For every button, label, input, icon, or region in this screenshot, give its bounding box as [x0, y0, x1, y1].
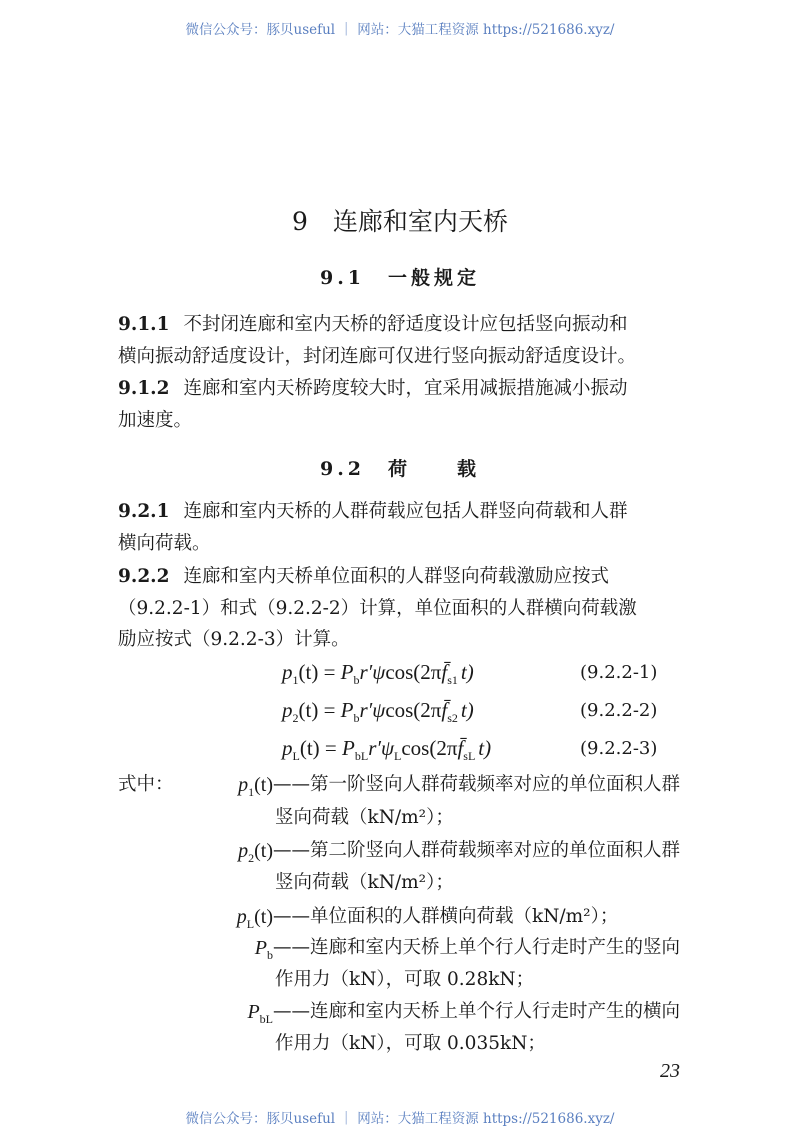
definition-text: 竖向荷载（kN/m²）； [275, 872, 454, 893]
clause-text: （9.2.2-1）和式（9.2.2-2）计算，单位面积的人群横向荷载激 [118, 598, 637, 619]
definition-text: ——单位面积的人群横向荷载（kN/m²）； [273, 906, 619, 927]
clause-number: 9.2.1 [118, 501, 170, 522]
definition-symbol [255, 936, 273, 967]
symbol-subscript: bL [259, 1012, 273, 1026]
symbol: P [247, 1001, 260, 1023]
formula-r-psi: r′ψ [359, 698, 386, 722]
definition-symbol [238, 773, 273, 804]
formula-f-symbol: f̄ [441, 660, 448, 684]
text-line [118, 409, 192, 433]
clause-text: 不封闭连廊和室内天桥的舒适度设计应包括竖向振动和 [183, 314, 628, 335]
chapter-title: 9 连廊和室内天桥 [292, 207, 508, 236]
definition-symbol [237, 905, 273, 936]
symbol: p [236, 906, 247, 928]
formula-number: (9.2.2-1) [580, 662, 658, 683]
clause-number: 9.2.2 [118, 566, 170, 587]
formula-P-symbol: P [342, 736, 355, 760]
definition-text: ——连廊和室内天桥上单个行人行走时产生的横向 [273, 1001, 681, 1022]
clause-text: 横向荷载。 [118, 533, 211, 554]
symbol-subscript: L [246, 917, 255, 931]
where-label: 式中： [118, 774, 174, 795]
formula-lhs-subscript: L [292, 749, 300, 764]
formula-P-symbol: P [340, 660, 354, 684]
clause-text: 连廊和室内天桥跨度较大时，宜采用减振措施减小振动 [183, 378, 628, 399]
formula-cos: cos(2π [401, 736, 458, 760]
formula [282, 698, 474, 726]
formula-arg: (t) = [298, 698, 341, 722]
watermark-bottom: 微信公众号：豚贝useful ｜ 网站：大猫工程资源 https://521686.xyz/ [185, 1111, 615, 1127]
definition-symbol [238, 839, 273, 870]
definition-text: ——连廊和室内天桥上单个行人行走时产生的竖向 [273, 937, 681, 958]
clause-text: 加速度。 [118, 410, 193, 431]
page-number: 23 [660, 1060, 680, 1082]
formula-P-subscript: b [353, 711, 360, 726]
formula-P-subscript: b [353, 673, 360, 688]
formula-r-psi: r′ψ [368, 736, 394, 760]
formula-end: t) [478, 736, 492, 760]
formula-lhs-subscript: 2 [292, 711, 299, 726]
formula-lhs-symbol: p [282, 660, 293, 684]
clause-text: 励应按式（9.2.2-3）计算。 [118, 629, 350, 650]
clause-text: 连廊和室内天桥单位面积的人群竖向荷载激励应按式 [183, 566, 610, 587]
symbol: p [238, 774, 249, 796]
definition-text: 作用力（kN），可取 0.28kN； [275, 969, 535, 990]
formula-number: (9.2.2-2) [580, 700, 658, 721]
text-line [118, 597, 637, 621]
symbol-subscript: b [267, 948, 273, 962]
text-line [118, 313, 628, 337]
formula [282, 660, 474, 688]
definition-text: 竖向荷载（kN/m²）； [275, 807, 454, 828]
symbol-arg: (t) [254, 906, 273, 928]
formula-f-symbol: f̄ [457, 736, 464, 760]
text-line [118, 565, 609, 589]
definition-text: ——第二阶竖向人群荷载频率对应的单位面积人群 [273, 840, 681, 861]
formula-cos: cos(2π [385, 660, 442, 684]
formula-f-subscript: sL [463, 749, 476, 764]
formula-lhs-subscript: 1 [292, 673, 299, 688]
symbol-arg: (t) [254, 774, 273, 796]
formula-end: t) [460, 660, 474, 684]
formula-f-symbol: f̄ [441, 698, 448, 722]
definition-text: ——第一阶竖向人群荷载频率对应的单位面积人群 [273, 774, 681, 795]
formula-lhs-symbol: p [282, 736, 293, 760]
formula-f-subscript: s1 [447, 673, 458, 688]
formula-r-psi: r′ψ [359, 660, 386, 684]
formula-lhs-symbol: p [282, 698, 293, 722]
text-line [118, 345, 636, 369]
definition-text: 作用力（kN），可取 0.035kN； [275, 1033, 546, 1054]
symbol: p [238, 840, 249, 862]
formula-cos: cos(2π [385, 698, 442, 722]
clause-number: 9.1.2 [118, 378, 170, 399]
clause-text: 横向振动舒适度设计，封闭连廊可仅进行竖向振动舒适度设计。 [118, 346, 637, 367]
symbol-arg: (t) [254, 840, 273, 862]
formula-psi-subscript: L [394, 749, 402, 764]
formula [282, 736, 491, 764]
formula-number: (9.2.2-3) [580, 738, 658, 759]
text-line [118, 377, 628, 401]
text-line [118, 532, 211, 556]
symbol-subscript: 2 [248, 851, 255, 865]
section-9-2-title: 9.2 荷 载 [319, 458, 481, 480]
formula-arg: (t) = [299, 736, 343, 760]
formula-end: t) [460, 698, 474, 722]
watermark-top: 微信公众号：豚贝useful ｜ 网站：大猫工程资源 https://521686.xyz/ [185, 22, 615, 38]
symbol-subscript: 1 [248, 785, 255, 799]
clause-text: 连廊和室内天桥的人群荷载应包括人群竖向荷载和人群 [183, 501, 628, 522]
symbol: P [254, 937, 267, 959]
section-9-1-title: 9.1 一般规定 [319, 267, 481, 289]
formula-arg: (t) = [298, 660, 341, 684]
clause-number: 9.1.1 [118, 314, 170, 335]
formula-P-subscript: bL [354, 749, 369, 764]
formula-P-symbol: P [340, 698, 354, 722]
formula-f-subscript: s2 [447, 711, 458, 726]
text-line [118, 628, 350, 652]
definition-symbol [247, 1000, 273, 1031]
text-line [118, 500, 628, 524]
